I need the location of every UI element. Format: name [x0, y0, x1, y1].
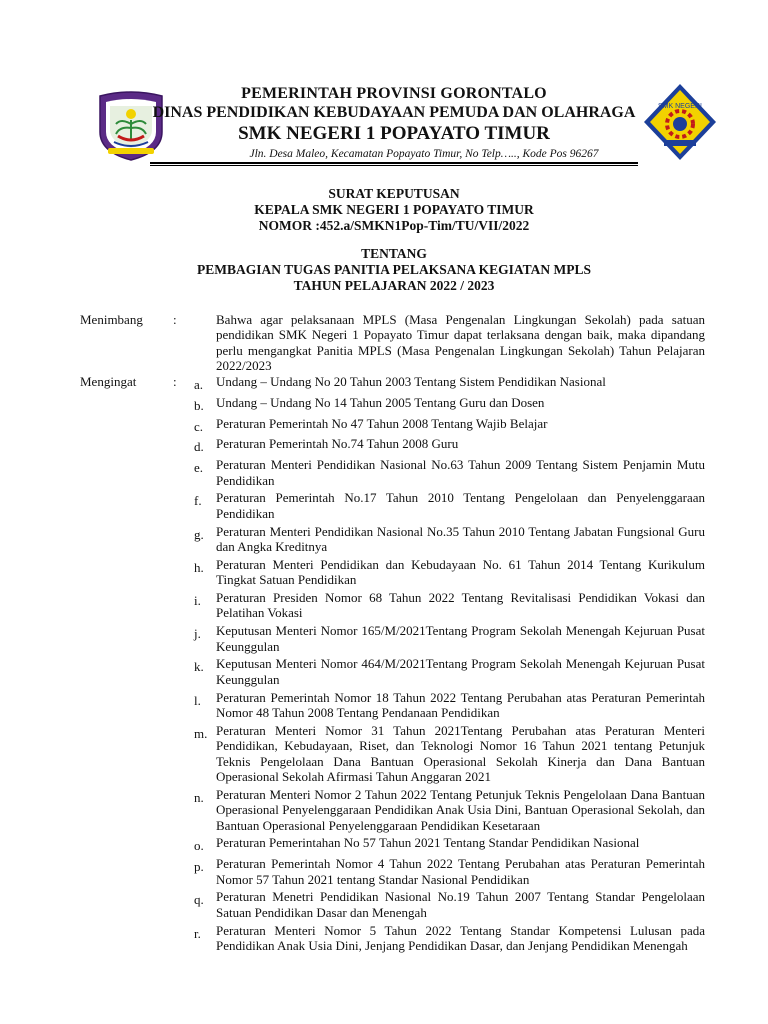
item-text: Keputusan Menteri Nomor 165/M/2021Tentang Program Sekolah Menengah Kejuruan Pusat Keunggulan	[216, 623, 705, 654]
item-letter: f.	[194, 493, 202, 509]
item-text: Peraturan Menteri Pendidikan Nasional No.63 Tahun 2009 Tentang Sistem Penjamin Mutu Pendidikan	[216, 457, 705, 488]
item-letter: a.	[194, 377, 204, 392]
item-text: Peraturan Pemerintah No 47 Tahun 2008 Tentang Wajib Belajar	[216, 415, 548, 431]
decree-year: TAHUN PELAJARAN 2022 / 2023	[293, 278, 495, 293]
list-item	[194, 889, 705, 920]
item-letter: e.	[194, 460, 204, 476]
item-letter: g.	[194, 526, 204, 542]
item-letter: c.	[194, 418, 204, 434]
list-item	[194, 787, 705, 833]
list-item	[194, 856, 705, 887]
item-text: Peraturan Menteri Pendidikan Nasional No.35 Tahun 2010 Tentang Jabatan Fungsional Guru dan Angka Kreditnya	[216, 523, 705, 554]
item-text: Peraturan Menetri Pendidikan Nasional No.19 Tahun 2007 Tentang Standar Pengelolaan Satuan Pendidikan Dasar dan Menengah	[216, 889, 705, 920]
decree-title: SURAT KEPUTUSAN	[328, 186, 460, 201]
item-letter: k.	[194, 659, 204, 675]
list-item	[194, 590, 705, 621]
department-name: DINAS PENDIDIKAN KEBUDAYAAN PEMUDA DAN OLAHRAGA	[152, 104, 636, 121]
school-address: Jln. Desa Maleo, Kecamatan Popayato Timur, No Telp….., Kode Pos 96267	[249, 148, 599, 160]
decree-subject: PEMBAGIAN TUGAS PANITIA PELAKSANA KEGIATAN MPLS	[197, 262, 591, 277]
letterhead-text	[150, 84, 638, 162]
item-letter: h.	[194, 559, 204, 575]
list-item	[194, 416, 705, 434]
item-letter: b.	[194, 397, 204, 413]
letterhead	[0, 0, 768, 162]
menimbang-text: Bahwa agar pelaksanaan MPLS (Masa Pengenalan Lingkungan Sekolah) pada satuan pendidikan SMK Negeri 1 Popayato Timur dapat terlaksana dengan baik, maka dipandang perlu mengangkat Panitia MPLS (Masa Pengenalan Lingkungan Sekolah) Tahun Pelajaran 2022/2023	[216, 312, 705, 374]
item-text: Peraturan Pemerintahan No 57 Tahun 2021 Tentang Standar Pendidikan Nasional	[216, 835, 640, 851]
mengingat-list	[194, 374, 705, 956]
item-text: Undang – Undang No 20 Tahun 2003 Tentang Sistem Pendidikan Nasional	[216, 374, 606, 389]
item-letter: q.	[194, 892, 204, 908]
list-item	[194, 395, 705, 413]
list-item	[194, 557, 705, 588]
item-letter: l.	[194, 692, 201, 708]
item-letter: o.	[194, 838, 204, 854]
school-emblem-icon	[640, 82, 720, 162]
item-text: Peraturan Pemerintah Nomor 4 Tahun 2022 Tentang Perubahan atas Peraturan Pemerintah Nomor 57 Tahun 2021 tentang Standar Nasional Pendidikan	[216, 856, 705, 887]
letterhead-divider	[150, 162, 638, 166]
list-item	[194, 623, 705, 654]
item-text: Peraturan Pemerintah No.74 Tahun 2008 Guru	[216, 436, 459, 452]
list-item	[194, 923, 705, 954]
item-letter: d.	[194, 439, 204, 455]
list-item	[194, 436, 705, 454]
item-text: Peraturan Pemerintah No.17 Tahun 2010 Tentang Pengelolaan dan Penyelenggaraan Pendidikan	[216, 490, 705, 521]
mengingat-colon: :	[173, 374, 177, 389]
menimbang-colon: :	[173, 312, 177, 327]
list-item	[194, 524, 705, 555]
decree-about: TENTANG	[361, 246, 427, 261]
emblem-caption: SMK NEGERI	[658, 103, 702, 110]
item-letter: j.	[194, 626, 201, 642]
list-item	[194, 490, 705, 521]
item-text: Peraturan Presiden Nomor 68 Tahun 2022 Tentang Revitalisasi Pendidikan Vokasi dan Pelatihan Vokasi	[216, 590, 705, 621]
menimbang-label: Menimbang	[80, 312, 143, 327]
mengingat-label: Mengingat	[80, 374, 137, 389]
government-name: PEMERINTAH PROVINSI GORONTALO	[241, 85, 547, 102]
item-letter: i.	[194, 593, 201, 608]
list-item	[194, 656, 705, 687]
item-text: Peraturan Menteri Nomor 2 Tahun 2022 Tentang Petunjuk Teknis Pengelolaan Dana Bantuan Operasional Penyelenggaraan Pendidikan Anak Usia Dini, Bantuan Operasional Sekolah, dan Bantuan Operasional Penyelenggaraan Pendidikan Kesetaraan	[216, 786, 705, 833]
list-item	[194, 690, 705, 721]
list-item	[194, 723, 705, 785]
item-text: Peraturan Pemerintah Nomor 18 Tahun 2022 Tentang Perubahan atas Peraturan Pemerintah Nomor 48 Tahun 2008 Tentang Pendanaan Pendidikan	[216, 689, 705, 721]
item-text: Peraturan Menteri Nomor 31 Tahun 2021Tentang Perubahan atas Peraturan Menteri Pendidikan, Kebudayaan, Riset, dan Teknologi Nomor 16 Tahun 2021 tentang Petunjuk Teknis Pengelolaan Dana Bantuan Operasional Sekolah Kinerja dan Dana Bantuan Operasional Sekolah Afirmasi Tahun Anggaran 2021	[216, 722, 705, 785]
list-item	[194, 835, 705, 853]
item-letter: m.	[194, 725, 208, 741]
item-text: Keputusan Menteri Nomor 464/M/2021Tentang Program Sekolah Menengah Kejuruan Pusat Keunggulan	[216, 656, 705, 687]
item-letter: r.	[194, 925, 201, 941]
item-letter: n.	[194, 789, 204, 805]
decree-number: NOMOR :452.a/SMKN1Pop-Tim/TU/VII/2022	[258, 218, 530, 233]
list-item	[194, 374, 705, 392]
item-letter: p.	[194, 859, 204, 875]
item-text: Undang – Undang No 14 Tahun 2005 Tentang Guru dan Dosen	[216, 394, 545, 410]
decree-issuer: KEPALA SMK NEGERI 1 POPAYATO TIMUR	[254, 202, 534, 217]
school-name: SMK NEGERI 1 POPAYATO TIMUR	[238, 123, 550, 144]
list-item	[194, 457, 705, 488]
decree-heading	[144, 186, 644, 234]
item-text: Peraturan Menteri Nomor 5 Tahun 2022 Tentang Standar Kompetensi Lulusan pada Pendidikan Anak Usia Dini, Jenjang Pendidikan Dasar, dan Jenjang Pendidikan Menengah	[216, 922, 705, 954]
item-text: Peraturan Menteri Pendidikan dan Kebudayaan No. 61 Tahun 2014 Tentang Kurikulum Tingkat Satuan Pendidikan	[216, 556, 705, 588]
decree-subject-block	[144, 246, 644, 294]
